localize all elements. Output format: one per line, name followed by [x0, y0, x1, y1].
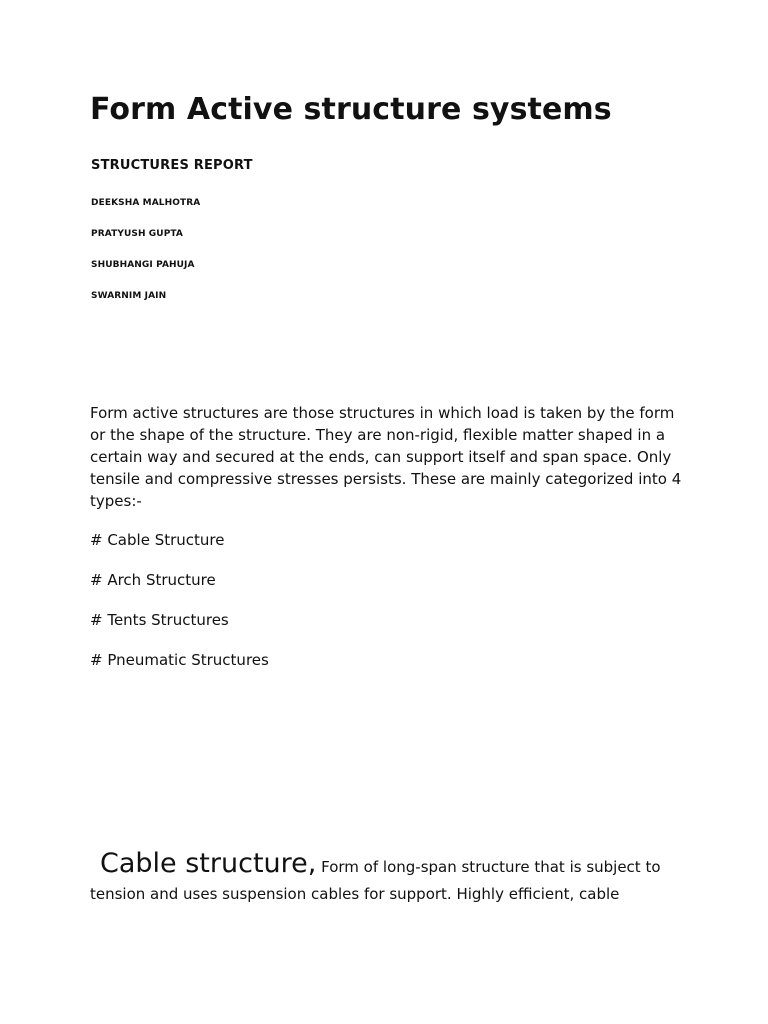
cable-structure-text: Form of long-span structure that is subject to tension and uses suspension cables for support. Highly efficient, cable — [90, 858, 661, 903]
cable-structure-section — [90, 846, 690, 907]
author-name: SHUBHANGI PAHUJA — [91, 260, 195, 270]
structure-type-item: # Arch Structure — [90, 571, 216, 589]
author-name: PRATYUSH GUPTA — [91, 229, 184, 239]
author-name: DEEKSHA MALHOTRA — [91, 198, 201, 208]
intro-paragraph: Form active structures are those structures in which load is taken by the form or the shape of the structure. They are non-rigid, flexible matter shaped in a certain way and secured at the ends, can support itself and span space. Only tensile and compressive stresses persists. These are mainly categorized into 4 types:- — [90, 404, 682, 510]
structure-type-item: # Tents Structures — [90, 611, 229, 629]
document-title: Form Active structure systems — [90, 92, 612, 127]
structure-types-list — [90, 529, 269, 689]
author-name: SWARNIM JAIN — [91, 291, 167, 301]
cable-structure-heading: Cable structure, — [100, 848, 317, 879]
structure-type-item: # Cable Structure — [90, 531, 225, 549]
author-list — [91, 196, 200, 320]
structure-type-item: # Pneumatic Structures — [90, 651, 269, 669]
report-subtitle: STRUCTURES REPORT — [91, 158, 253, 173]
